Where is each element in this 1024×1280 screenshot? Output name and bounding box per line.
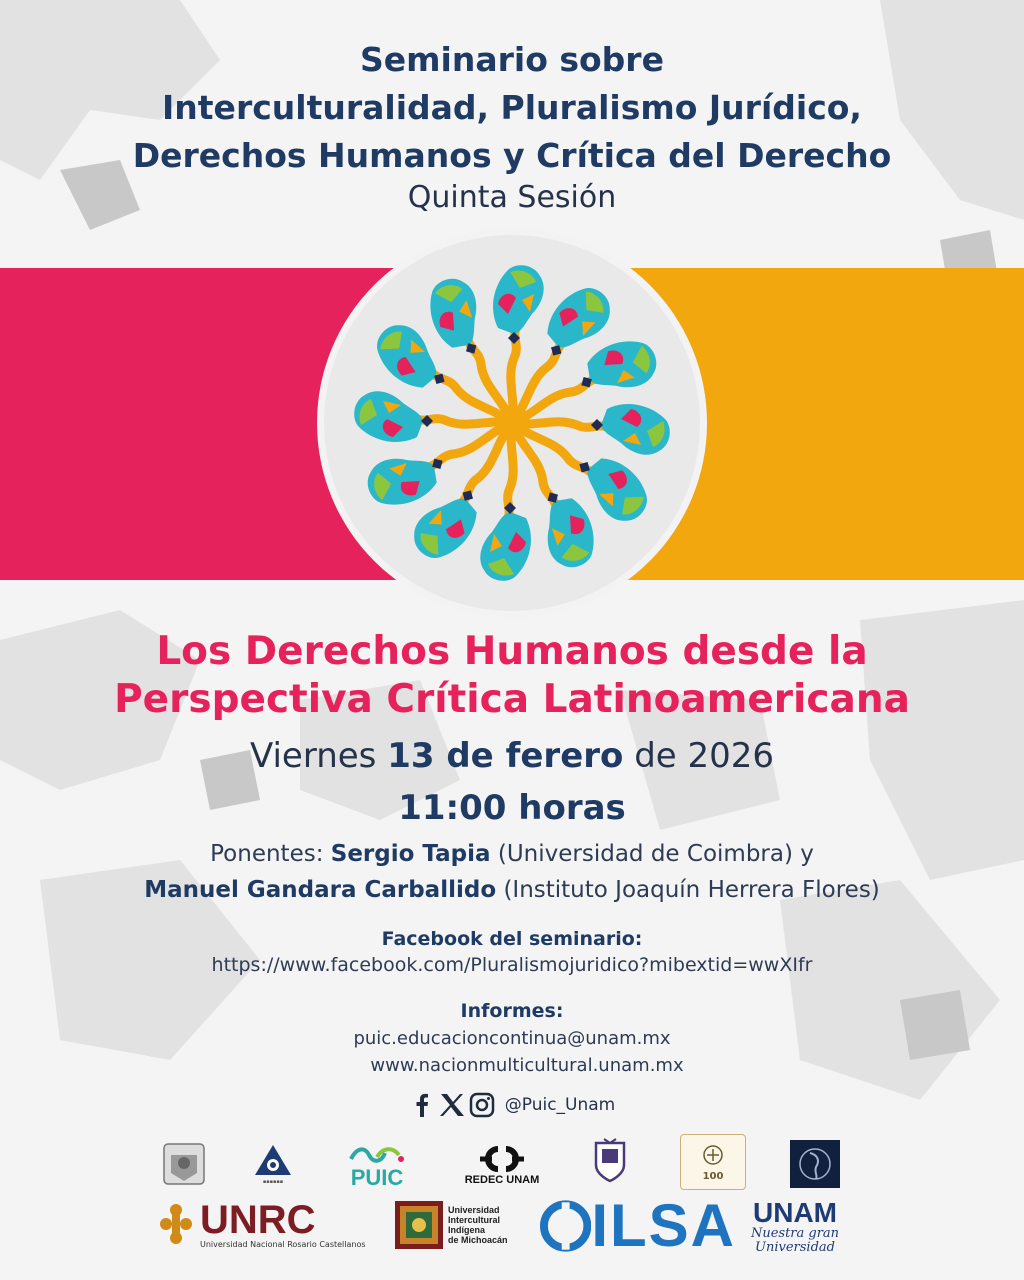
talk-title (0, 628, 1024, 724)
ffyl-logo (680, 1134, 746, 1190)
informes-section (0, 1000, 1024, 1076)
speakers-label: Ponentes: (210, 841, 324, 867)
facebook-icon[interactable] (409, 1092, 435, 1118)
emblem-circle (302, 228, 722, 618)
talk-title-line-1: Los Derechos Humanos desde la (156, 629, 868, 674)
date-day-month: 13 de ferero (387, 736, 624, 776)
unam-slogan-1: Nuestra gran (750, 1226, 840, 1241)
talk-title-line-2: Perspectiva Crítica Latinoamericana (114, 677, 910, 722)
speaker-2-affiliation: (Instituto Joaquín Herrera Flores) (503, 877, 880, 903)
uiim-line-3: Indígena (448, 1225, 486, 1235)
contact-email[interactable]: puic.educacioncontinua@unam.mx (353, 1028, 671, 1049)
website-link[interactable]: www.nacionmulticultural.unam.mx (370, 1055, 684, 1076)
header-line-1: Seminario sobre (360, 40, 664, 79)
event-date (0, 736, 1024, 776)
header-line-3: Derechos Humanos y Crítica del Derecho (132, 136, 892, 175)
social-row (0, 1092, 1024, 1118)
speaker-1-name: Sergio Tapia (330, 841, 491, 867)
uiim-line-1: Universidad (448, 1205, 500, 1215)
shield-logo (590, 1134, 630, 1186)
dark-globe-logo (790, 1140, 840, 1188)
uiim-logo (394, 1200, 528, 1250)
speaker-2-name: Manuel Gandara Carballido (144, 877, 497, 903)
instagram-icon[interactable] (469, 1092, 495, 1118)
unrc-text: UNRC (200, 1197, 316, 1242)
ilsa-logo (540, 1192, 736, 1259)
puic-logo (344, 1140, 410, 1194)
puic-text: PUIC (350, 1165, 404, 1190)
redec-text: REDEC UNAM (464, 1174, 540, 1186)
uiim-line-4: de Michoacán (448, 1235, 508, 1245)
unam-slogan-2: Universidad (755, 1240, 835, 1255)
ilsa-text: ILSA (591, 1192, 736, 1259)
unam-seal-logo (160, 1140, 208, 1188)
event-time: 11:00 horas (398, 788, 626, 828)
facebook-label: Facebook del seminario: (381, 928, 643, 950)
session-label: Quinta Sesión (407, 180, 617, 215)
x-icon[interactable] (439, 1092, 465, 1118)
date-year: de 2026 (634, 736, 775, 776)
social-handle: @Puic_Unam (504, 1095, 616, 1115)
header-line-2: Interculturalidad, Pluralismo Jurídico, (162, 88, 862, 127)
speakers (0, 836, 1024, 908)
facebook-link[interactable]: https://www.facebook.com/Pluralismojuridico?mibextid=wwXIfr (211, 954, 813, 976)
humanidades-logo: ▪▪▪▪▪▪ (248, 1138, 298, 1190)
ffyl-number: 100 (702, 1170, 724, 1182)
uiim-line-2: Intercultural (448, 1215, 501, 1225)
informes-label: Informes: (460, 1000, 564, 1022)
speaker-1-affiliation: (Universidad de Coimbra) y (497, 841, 814, 867)
unam-nuestra-logo (748, 1196, 842, 1258)
date-day-name: Viernes (249, 736, 377, 776)
unam-text: UNAM (753, 1197, 837, 1228)
unrc-subtitle: Universidad Nacional Rosario Castellanos (200, 1239, 366, 1249)
redec-logo (462, 1136, 542, 1194)
header (0, 36, 1024, 215)
unrc-logo (156, 1198, 378, 1250)
facebook-section (0, 928, 1024, 976)
